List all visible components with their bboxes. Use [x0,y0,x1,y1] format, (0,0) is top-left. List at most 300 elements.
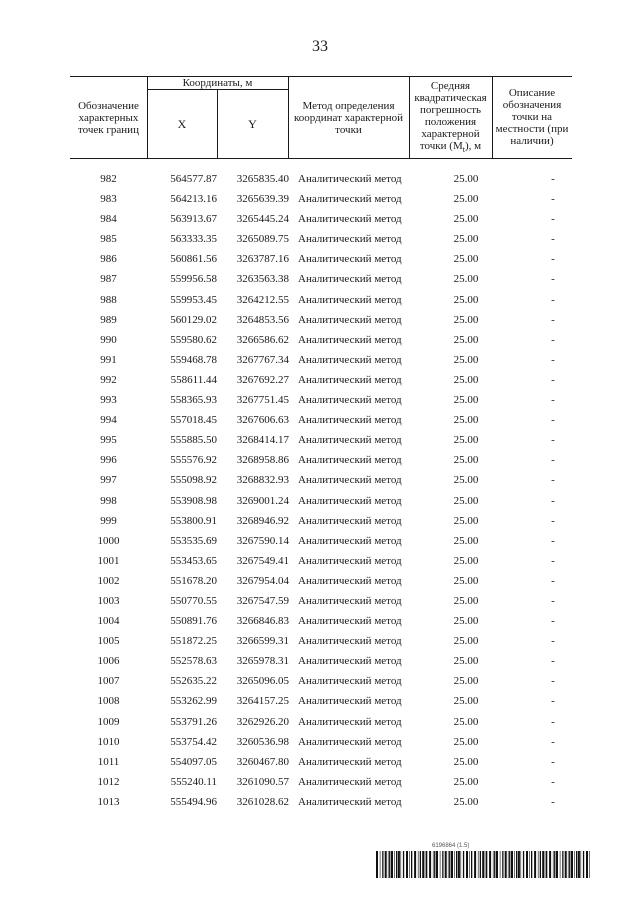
table-row [70,311,572,331]
table-row [70,170,572,190]
barcode-bar [494,851,495,878]
cell-error: 25.00 [453,434,479,447]
header-error-unit: точки $(M_t)$, м [419,139,482,155]
table-row [70,793,572,813]
cell-id: 1010 [97,735,120,748]
barcode-bar [454,851,455,878]
barcode-bar [514,851,515,878]
barcode-bar [581,851,582,878]
cell-method: Аналитический метод [298,333,402,346]
cell-x: 564577.87 [170,173,217,185]
cell-y: 3260536.98 [236,735,289,748]
barcode-bar [531,851,532,878]
cell-y: 3265835.40 [236,173,289,185]
barcode-bar [556,851,558,878]
cell-method: Аналитический метод [298,414,402,427]
cell-id: 1000 [97,534,120,547]
cell-y: 3267549.41 [236,554,289,567]
table-row [70,552,572,572]
cell-id: 1005 [97,635,120,648]
barcode-bar [414,851,416,878]
barcode-bar [426,851,427,878]
table-row [70,773,572,793]
cell-id: 986 [100,253,117,266]
cell-error: 25.00 [453,394,479,407]
cell-method: Аналитический метод [298,474,402,487]
table-row [70,230,572,250]
cell-method: Аналитический метод [298,715,402,728]
cell-y: 3268946.92 [236,514,289,527]
table-row [70,492,572,512]
cell-id: 989 [100,313,117,326]
cell-id: 992 [100,373,117,386]
header-bottom-rule [70,158,572,159]
cell-x: 557018.45 [170,414,217,427]
header-top-rule [70,76,572,77]
cell-error: 25.00 [453,675,479,688]
barcode-bar [451,851,453,878]
cell-x: 555885.50 [170,434,217,447]
cell-x: 558365.93 [170,394,217,407]
table-row [70,250,572,270]
table-row [70,451,572,471]
header-x: X [177,117,187,131]
cell-x: 555240.11 [170,775,217,788]
cell-desc: - [551,655,555,668]
barcode-bar [545,851,546,878]
barcode-bar [542,851,544,878]
barcode-bar [534,851,536,878]
cell-error: 25.00 [453,253,479,266]
table-row [70,291,572,311]
barcode-bar [518,851,520,878]
cell-y: 3261028.62 [236,795,289,808]
cell-desc: - [551,253,555,266]
cell-y: 3267547.59 [236,594,289,607]
barcode-bar [571,851,573,878]
cell-y: 3268832.93 [236,474,289,487]
cell-id: 1008 [97,695,120,708]
barcode-bar [540,851,541,878]
cell-desc: - [551,454,555,467]
barcode-bar [398,851,400,878]
barcode-bar [538,851,539,878]
cell-x: 552578.63 [170,655,217,668]
cell-method: Аналитический метод [298,173,402,185]
table-row [70,331,572,351]
table-header [70,76,572,159]
cell-desc: - [551,795,555,808]
barcode-bar [403,851,404,878]
cell-error: 25.00 [453,775,479,788]
barcode-bar [422,851,424,878]
cell-id: 987 [100,273,117,286]
cell-x: 555576.92 [170,454,217,467]
cell-id: 995 [100,434,117,447]
header-error-text: Средняя квадратическая погрешность положения характерной [414,79,487,140]
cell-error: 25.00 [453,534,479,547]
cell-method: Аналитический метод [298,534,402,547]
cell-id: 1011 [97,755,120,768]
cell-id: 1013 [97,795,120,808]
table-body [70,170,572,813]
cell-x: 553791.26 [170,715,217,728]
table-row [70,632,572,652]
cell-desc: - [551,474,555,487]
cell-method: Аналитический метод [298,675,402,688]
cell-y: 3265445.24 [236,213,289,226]
cell-x: 559580.62 [170,333,217,346]
cell-id: 982 [100,173,117,185]
cell-desc: - [551,635,555,648]
cell-error: 25.00 [453,715,479,728]
cell-desc: - [551,675,555,688]
barcode-bar [578,851,580,878]
cell-error: 25.00 [453,755,479,768]
cell-x: 553800.91 [170,514,217,527]
cell-method: Аналитический метод [298,273,402,286]
cell-desc: - [551,514,555,527]
cell-x: 563913.67 [170,213,217,226]
cell-id: 997 [100,474,117,487]
cell-x: 553908.98 [170,494,217,507]
header-point-id: Обозначение характерных точек границ [78,100,139,136]
cell-x: 553453.65 [170,554,217,567]
cell-desc: - [551,173,555,185]
cell-y: 3265639.39 [236,193,289,206]
barcode-bar [385,851,387,878]
cell-y: 3264212.55 [236,293,289,306]
cell-y: 3267767.34 [236,353,289,366]
barcode-bar [500,851,501,878]
barcode-bar [425,851,426,878]
barcode-bar [516,851,517,878]
barcode-bar [471,851,472,878]
cell-desc: - [551,313,555,326]
cell-error: 25.00 [453,735,479,748]
cell-error: 25.00 [453,655,479,668]
barcode-bar [389,851,390,878]
cell-desc: - [551,695,555,708]
cell-error: 25.00 [453,514,479,527]
barcode-bar [508,851,509,878]
cell-desc: - [551,715,555,728]
cell-error: 25.00 [453,373,479,386]
barcode-bar [376,851,378,878]
cell-y: 3260467.80 [236,755,289,768]
barcode-bar [391,851,393,878]
barcode-bar [449,851,450,878]
cell-error: 25.00 [453,795,479,808]
cell-id: 1004 [97,615,120,628]
barcode-bar [565,851,567,878]
cell-x: 559956.58 [170,273,217,286]
cell-y: 3267954.04 [236,574,289,587]
barcode-bar [388,851,389,878]
barcode-bar [505,851,507,878]
cell-desc: - [551,193,555,206]
barcode-bar [448,851,449,878]
cell-error: 25.00 [453,494,479,507]
barcode-bar [469,851,470,878]
cell-method: Аналитический метод [298,795,402,808]
cell-id: 991 [100,353,117,366]
cell-id: 1002 [97,574,120,587]
barcode-bar [396,851,397,878]
barcode-bar [456,851,457,878]
barcode-bar [511,851,513,878]
cell-desc: - [551,735,555,748]
table-row [70,713,572,733]
cell-desc: - [551,273,555,286]
cell-y: 3267606.63 [236,414,289,427]
cell-id: 993 [100,394,117,407]
cell-y: 3267751.45 [236,394,289,407]
cell-y: 3263563.38 [236,273,289,286]
cell-desc: - [551,494,555,507]
cell-x: 560129.02 [170,313,217,326]
cell-method: Аналитический метод [298,394,402,407]
header-description: Описание обозначения точки на местности (при наличии) [495,87,569,147]
table-row [70,351,572,371]
table-row [70,270,572,290]
cell-x: 559953.45 [170,293,217,306]
cell-desc: - [551,434,555,447]
barcode-bar [433,851,434,878]
cell-id: 998 [100,494,117,507]
cell-method: Аналитический метод [298,313,402,326]
cell-desc: - [551,775,555,788]
cell-y: 3266599.31 [236,635,289,648]
table-row [70,733,572,753]
table-row [70,652,572,672]
cell-x: 555494.96 [170,795,217,808]
cell-y: 3265089.75 [236,233,289,246]
cell-y: 3269001.24 [236,494,289,507]
barcode-bar [406,851,408,878]
cell-error: 25.00 [453,474,479,487]
barcode-bar [478,851,479,878]
cell-x: 551678.20 [170,574,217,587]
cell-x: 554097.05 [170,755,217,768]
cell-id: 1007 [97,675,120,688]
header-error [409,78,492,158]
page-number: 33 [312,38,328,55]
barcode-bar [442,851,443,878]
table-row [70,210,572,230]
cell-method: Аналитический метод [298,434,402,447]
cell-y: 3266586.62 [236,333,289,346]
table-row [70,512,572,532]
table-row [70,753,572,773]
table-row [70,471,572,491]
cell-error: 25.00 [453,353,479,366]
barcode-bar [529,851,530,878]
cell-x: 550891.76 [170,615,217,628]
cell-error: 25.00 [453,554,479,567]
cell-method: Аналитический метод [298,233,402,246]
cell-id: 1006 [97,655,120,668]
cell-method: Аналитический метод [298,293,402,306]
header-coordinates: Координаты, м [182,76,253,89]
cell-method: Аналитический метод [298,655,402,668]
cell-desc: - [551,594,555,607]
cell-id: 984 [100,213,117,226]
barcode-bar [568,851,569,878]
cell-id: 1012 [97,775,120,788]
cell-method: Аналитический метод [298,574,402,587]
table-row [70,672,572,692]
barcode-bar [440,851,441,878]
table-row [70,391,572,411]
cell-x: 553535.69 [170,534,217,547]
cell-desc: - [551,615,555,628]
barcode-bar [569,851,570,878]
cell-x: 558611.44 [170,373,217,386]
cell-method: Аналитический метод [298,213,402,226]
table-row [70,592,572,612]
barcode-bar [502,851,503,878]
cell-method: Аналитический метод [298,454,402,467]
cell-method: Аналитический метод [298,755,402,768]
cell-desc: - [551,293,555,306]
cell-desc: - [551,574,555,587]
cell-error: 25.00 [453,333,479,346]
cell-method: Аналитический метод [298,193,402,206]
col-divider [288,76,289,159]
barcode-bar [493,851,494,878]
barcode-bar [420,851,421,878]
barcode-bar [560,851,561,878]
barcode-bar [546,851,547,878]
cell-id: 985 [100,233,117,246]
cell-y: 3268958.86 [236,454,289,467]
cell-id: 1001 [97,554,120,567]
cell-error: 25.00 [453,233,479,246]
cell-id: 983 [100,193,117,206]
cell-error: 25.00 [453,293,479,306]
cell-method: Аналитический метод [298,494,402,507]
cell-desc: - [551,534,555,547]
cell-error: 25.00 [453,213,479,226]
cell-error: 25.00 [453,273,479,286]
cell-method: Аналитический метод [298,554,402,567]
cell-y: 3267590.14 [236,534,289,547]
cell-y: 3266846.83 [236,615,289,628]
cell-method: Аналитический метод [298,514,402,527]
barcode-bar [486,851,487,878]
cell-y: 3264853.56 [236,313,289,326]
cell-error: 25.00 [453,193,479,206]
cell-y: 3264157.25 [236,695,289,708]
cell-x: 560861.56 [170,253,217,266]
cell-x: 559468.78 [170,353,217,366]
barcode-bar [458,851,460,878]
barcode-bar [526,851,528,878]
cell-method: Аналитический метод [298,594,402,607]
barcode-bar [485,851,486,878]
cell-desc: - [551,414,555,427]
barcode-bar [480,851,481,878]
cell-id: 1009 [97,715,120,728]
barcode-bar [461,851,462,878]
cell-y: 3268414.17 [236,434,289,447]
cell-method: Аналитический метод [298,775,402,788]
cell-id: 1003 [97,594,120,607]
table-row [70,532,572,552]
cell-method: Аналитический метод [298,695,402,708]
barcode-bar [394,851,395,878]
barcode-bar [434,851,435,878]
cell-desc: - [551,554,555,567]
cell-desc: - [551,394,555,407]
cell-x: 551872.25 [170,635,217,648]
table-row [70,431,572,451]
cell-error: 25.00 [453,635,479,648]
barcode-bar [589,851,590,878]
table-row [70,371,572,391]
cell-desc: - [551,233,555,246]
cell-id: 990 [100,333,117,346]
barcode-bar [382,851,383,878]
barcode-bar [445,851,447,878]
barcode-bar [411,851,412,878]
cell-x: 563333.35 [170,233,217,246]
barcode-bar [562,851,563,878]
cell-error: 25.00 [453,615,479,628]
cell-error: 25.00 [453,313,479,326]
cell-y: 3262926.20 [236,715,289,728]
cell-x: 552635.22 [170,675,217,688]
barcode-bar [466,851,468,878]
cell-desc: - [551,755,555,768]
cell-x: 555098.92 [170,474,217,487]
barcode-bar [436,851,438,878]
barcode-bar [576,851,577,878]
cell-method: Аналитический метод [298,735,402,748]
barcode-bar [474,851,476,878]
barcode-bar [509,851,510,878]
barcode-bar [409,851,410,878]
barcode-bar [482,851,484,878]
cell-x: 553262.99 [170,695,217,708]
document-code: 6196864 (1.5) [432,843,470,849]
cell-desc: - [551,373,555,386]
barcode-bar [583,851,584,878]
table-row [70,692,572,712]
table-row [70,190,572,210]
cell-desc: - [551,213,555,226]
barcode-bar [380,851,381,878]
barcode-bar [553,851,554,878]
barcode-bar [496,851,498,878]
table-row [70,572,572,592]
table-row [70,411,572,431]
barcode-bar [586,851,588,878]
cell-id: 988 [100,293,117,306]
header-method: Метод определения координат характерной точки [294,100,403,136]
cell-error: 25.00 [453,454,479,467]
barcode-bar [489,851,491,878]
cell-x: 550770.55 [170,594,217,607]
cell-id: 999 [100,514,117,527]
cell-error: 25.00 [453,695,479,708]
cell-y: 3265096.05 [236,675,289,688]
cell-error: 25.00 [453,574,479,587]
barcode-bar [521,851,522,878]
cell-id: 994 [100,414,117,427]
barcode-bar [574,851,575,878]
